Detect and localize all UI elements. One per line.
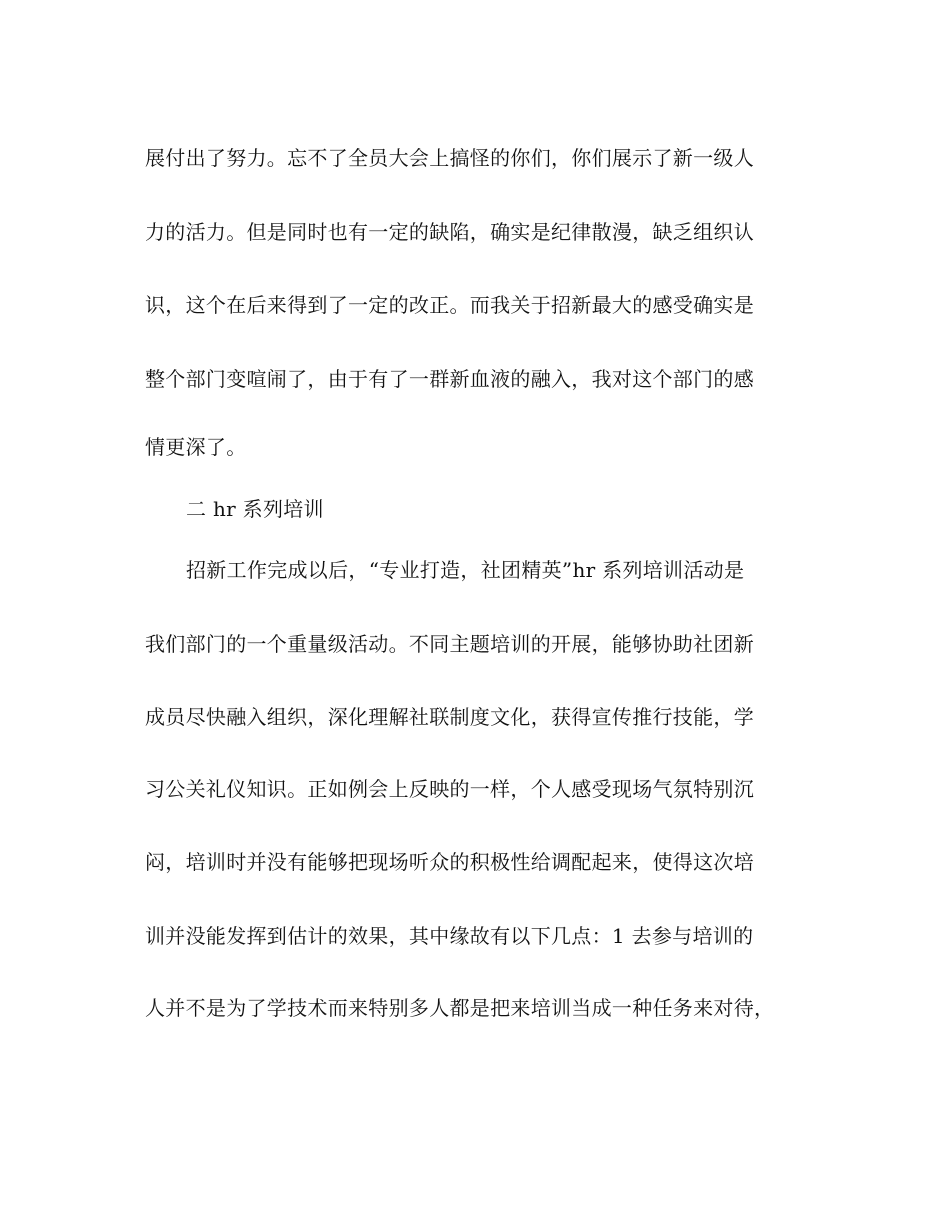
- paragraph-line: 闷，培训时并没有能够把现场听众的积极性给调配起来，使得这次培: [145, 850, 754, 874]
- paragraph-line: 识，这个在后来得到了一定的改正。而我关于招新最大的感受确实是: [145, 293, 754, 317]
- paragraph-line: 人并不是为了学技术而来特别多人都是把来培训当成一种任务来对待，: [145, 996, 775, 1020]
- paragraph-line: 成员尽快融入组织，深化理解社联制度文化，获得宣传推行技能，学: [145, 705, 754, 729]
- paragraph-line: 力的活力。但是同时也有一定的缺陷，确实是纪律散漫，缺乏组织认: [145, 220, 754, 244]
- paragraph-line: 情更深了。: [145, 435, 247, 459]
- paragraph-line: 习公关礼仪知识。正如例会上反映的一样，个人感受现场气氛特别沉: [145, 777, 754, 801]
- paragraph-line: 训并没能发挥到估计的效果，其中缘故有以下几点：1 去参与培训的: [145, 924, 754, 948]
- paragraph-line: 整个部门变喧闹了，由于有了一群新血液的融入，我对这个部门的感: [145, 367, 754, 391]
- paragraph-line: 展付出了努力。忘不了全员大会上搞怪的你们，你们展示了新一级人: [145, 146, 754, 170]
- section-heading: 二 hr 系列培训: [186, 497, 324, 521]
- paragraph-line: 招新工作完成以后，“专业打造，社团精英”hr 系列培训活动是: [186, 558, 745, 582]
- paragraph-line: 我们部门的一个重量级活动。不同主题培训的开展，能够协助社团新: [145, 632, 754, 656]
